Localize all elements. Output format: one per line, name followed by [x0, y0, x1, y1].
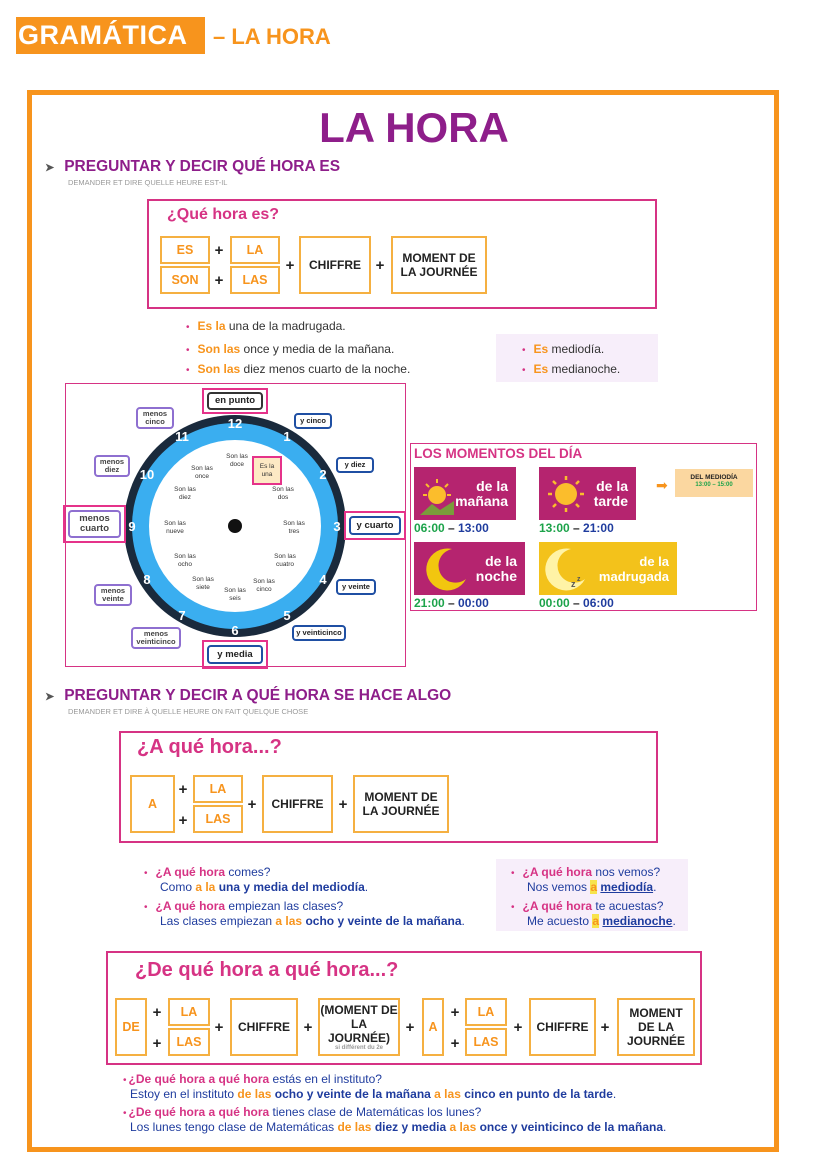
clock-number-4: 4	[319, 572, 327, 587]
label-en-punto: en punto	[207, 392, 263, 410]
label-menos-veinte: menos veinte	[94, 584, 132, 606]
plus-sign: +	[178, 812, 188, 829]
plus-sign: +	[152, 1035, 162, 1052]
header-subtitle: – LA HORA	[213, 24, 331, 49]
example-1d: • Es mediodía.	[522, 342, 605, 356]
moment-optional-label: (MOMENT DE LA JOURNÉE)	[320, 1003, 398, 1045]
section2-heading-text: PREGUNTAR Y DECIR A QUÉ HORA SE HACE ALGO	[64, 687, 452, 704]
de-box: DE	[115, 998, 147, 1056]
las-box: LAS	[168, 1028, 210, 1056]
clock-inner-12: Son las doce	[226, 453, 248, 468]
clock-inner-1: Es la una	[252, 456, 282, 485]
tile-mediodia	[675, 469, 753, 497]
tile-tarde-time: 13:00 – 21:00	[539, 521, 614, 535]
tile-manana-label: de la mañana	[455, 477, 508, 509]
label-y-cinco: y cinco	[294, 413, 332, 429]
sleeping-moon-icon	[543, 545, 589, 593]
la-box: LA	[465, 998, 507, 1026]
example-2-r1: Como a la una y media del mediodía.	[160, 880, 369, 894]
plus-sign: +	[214, 272, 224, 289]
clock-number-7: 7	[178, 608, 186, 623]
clock-inner-5: Son las cinco	[253, 578, 275, 593]
example-3-r2: Los lunes tengo clase de Matemáticas de las diez y media a las once y veinticinco de la mañana.	[130, 1120, 667, 1134]
example-2-q3: • ¿A qué hora nos vemos?	[511, 865, 661, 879]
moment-optional-note: si différent du 2e	[334, 1045, 383, 1051]
example-2-q2: • ¿A qué hora empiezan las clases?	[144, 899, 344, 913]
label-y-media: y media	[207, 645, 263, 664]
tile-noche-label: de la noche	[475, 552, 517, 584]
clock-number-9: 9	[128, 519, 136, 534]
clock-inner-7: Son las siete	[192, 576, 214, 591]
svg-text:z: z	[571, 579, 576, 589]
plus-sign: +	[513, 1019, 523, 1036]
tile-madrugada-time: 00:00 – 06:00	[539, 596, 614, 610]
example-1e: • Es medianoche.	[522, 362, 621, 376]
section1-heading	[45, 158, 340, 177]
clock-inner-2: Son las dos	[272, 486, 294, 501]
moment-box: MOMENT DE LA JOURNÉE	[617, 998, 695, 1056]
clock-number-6: 6	[231, 623, 239, 638]
clock-number-2: 2	[319, 467, 327, 482]
tile-manana	[414, 467, 516, 520]
example-1b: • Son las once y media de la mañana.	[186, 342, 395, 356]
la-box: LA	[230, 236, 280, 264]
formula-box-2-title: ¿A qué hora...?	[137, 736, 282, 758]
arrow-icon: ➤	[45, 162, 55, 174]
plus-sign: +	[600, 1019, 610, 1036]
clock-inner-4: Son las cuatro	[274, 553, 296, 568]
la-box: LA	[193, 775, 243, 803]
clock-number-12: 12	[227, 416, 243, 431]
arrow-right-icon: ➡	[656, 477, 668, 493]
clock-number-8: 8	[143, 572, 151, 587]
tile-manana-time: 06:00 – 13:00	[414, 521, 489, 535]
las-box: LAS	[465, 1028, 507, 1056]
clock-number-10: 10	[139, 467, 155, 482]
label-y-cuarto: y cuarto	[349, 516, 401, 535]
example-3-r1: Estoy en el instituto de las ocho y veinte de la mañana a las cinco en punto de la tarde.	[130, 1087, 617, 1101]
section1-sub: DEMANDER ET DIRE QUELLE HEURE EST-IL	[68, 178, 228, 187]
clock-number-5: 5	[283, 608, 291, 623]
example-2-r3: Nos vemos a mediodía.	[527, 880, 657, 894]
example-2-r4: Me acuesto a medianoche.	[527, 914, 676, 928]
plus-sign: +	[303, 1019, 313, 1036]
formula-box-1-title: ¿Qué hora es?	[167, 206, 280, 223]
las-box: LAS	[193, 805, 243, 833]
moment-box: MOMENT DE LA JOURNÉE	[353, 775, 449, 833]
example-1c: • Son las diez menos cuarto de la noche.	[186, 362, 411, 376]
label-menos-veinticinco: menos veinticinco	[131, 627, 181, 649]
clock-inner-9: Son las nueve	[164, 520, 186, 535]
section1-heading-text: PREGUNTAR Y DECIR QUÉ HORA ES	[64, 158, 341, 175]
moon-icon	[422, 545, 470, 593]
plus-sign: +	[338, 796, 348, 813]
label-menos-diez: menos diez	[94, 455, 130, 477]
sun-icon	[420, 477, 454, 515]
tile-tarde	[539, 467, 636, 520]
moment-box: MOMENT DE LA JOURNÉE	[391, 236, 487, 294]
plus-sign: +	[247, 796, 257, 813]
plus-sign: +	[450, 1035, 460, 1052]
svg-text:z: z	[577, 576, 581, 583]
example-2-q4: • ¿A qué hora te acuestas?	[511, 899, 664, 913]
tile-madrugada	[539, 542, 677, 595]
clock-number-1: 1	[283, 429, 291, 444]
plus-sign: +	[214, 1019, 224, 1036]
clock-inner-11: Son las once	[191, 465, 213, 480]
page-title: LA HORA	[319, 104, 509, 151]
son-box: SON	[160, 266, 210, 294]
chiffre-box: CHIFFRE	[529, 998, 596, 1056]
plus-sign: +	[285, 257, 295, 274]
clock-inner-6: Son las seis	[224, 587, 246, 602]
example-1a: • Es la una de la madrugada.	[186, 319, 346, 333]
es-box: ES	[160, 236, 210, 264]
label-y-diez: y diez	[336, 457, 374, 473]
moment-optional-box	[318, 998, 400, 1056]
chiffre-box: CHIFFRE	[262, 775, 333, 833]
label-y-veinticinco: y veinticinco	[292, 625, 346, 641]
plus-sign: +	[178, 781, 188, 798]
chiffre-box: CHIFFRE	[230, 998, 298, 1056]
plus-sign: +	[450, 1004, 460, 1021]
la-box: LA	[168, 998, 210, 1026]
clock-number-11: 11	[175, 429, 189, 444]
tile-tarde-label: de la tarde	[593, 477, 628, 509]
plus-sign: +	[405, 1019, 415, 1036]
tile-madrugada-label: de la madrugada	[598, 553, 669, 584]
clock-inner-10: Son las diez	[174, 486, 196, 501]
arrow-icon: ➤	[45, 691, 55, 703]
example-3-q1: • ¿De qué hora a qué hora estás en el instituto?	[123, 1072, 382, 1086]
moments-title: LOS MOMENTOS DEL DÍA	[414, 446, 583, 461]
section2-heading	[45, 687, 451, 706]
header-tag: GRAMÁTICA	[16, 17, 205, 54]
example-2-q1: • ¿A qué hora comes?	[144, 865, 271, 879]
formula-box-3-title: ¿De qué hora a qué hora...?	[135, 959, 399, 981]
section2-sub: DEMANDER ET DIRE À QUELLE HEURE ON FAIT QUELQUE CHOSE	[68, 707, 309, 716]
clock-inner-3: Son las tres	[283, 520, 305, 535]
label-y-veinte: y veinte	[336, 579, 376, 595]
las-box: LAS	[230, 266, 280, 294]
plus-sign: +	[375, 257, 385, 274]
tile-noche	[414, 542, 525, 595]
a-box: A	[130, 775, 175, 833]
example-2-r2: Las clases empiezan a las ocho y veinte de la mañana.	[160, 914, 465, 928]
label-menos-cuarto: menos cuarto	[68, 510, 121, 538]
plus-sign: +	[214, 242, 224, 259]
example-3-q2: • ¿De qué hora a qué hora tienes clase de Matemáticas los lunes?	[123, 1105, 482, 1119]
a-box: A	[422, 998, 444, 1056]
label-menos-cinco: menos cinco	[136, 407, 174, 429]
tile-noche-time: 21:00 – 00:00	[414, 596, 489, 610]
clock-inner-8: Son las ocho	[174, 553, 196, 568]
chiffre-box: CHIFFRE	[299, 236, 371, 294]
tile-mediodia-label: DEL MEDIODÍA	[690, 474, 738, 481]
clock-number-3: 3	[333, 519, 341, 534]
plus-sign: +	[152, 1004, 162, 1021]
sun-icon	[547, 475, 585, 513]
tile-mediodia-time: 13:00 – 15:00	[695, 482, 733, 488]
